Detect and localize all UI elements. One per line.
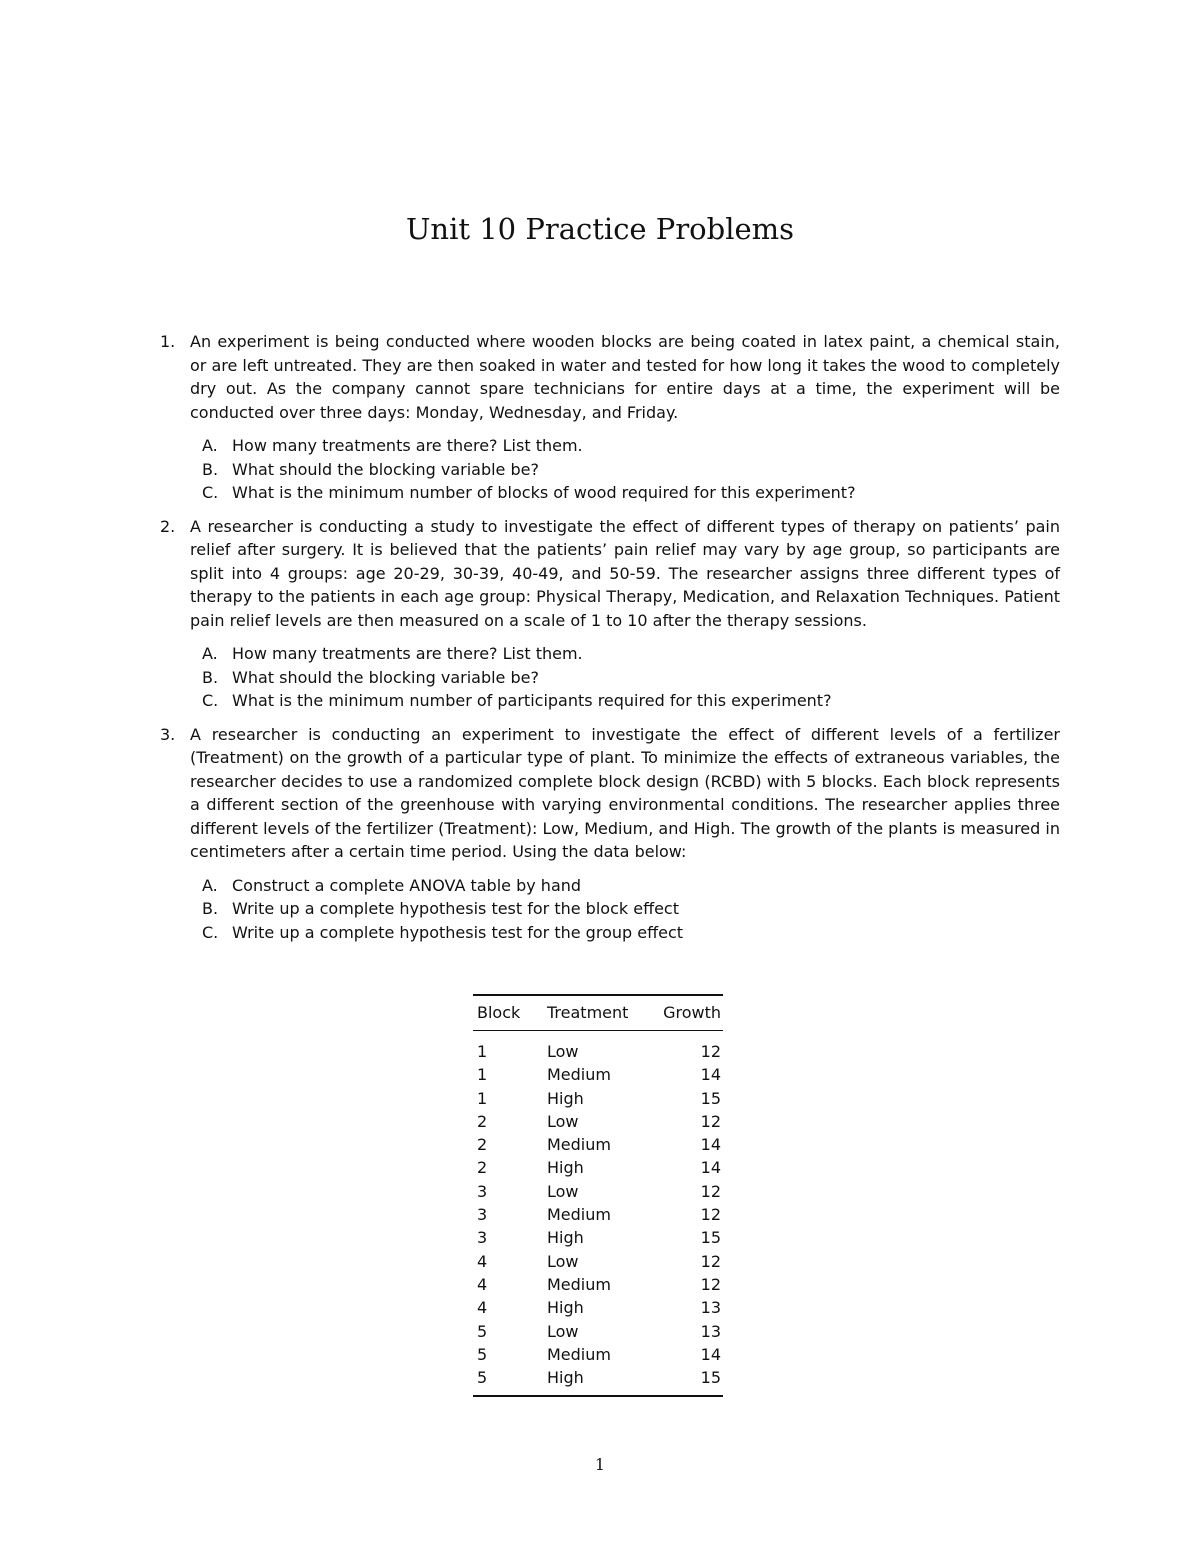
cell-block: 1 — [477, 1065, 488, 1085]
cell-treatment: High — [547, 1088, 584, 1108]
problem-3 — [160, 723, 1060, 945]
cell-growth: 15 — [700, 1228, 721, 1248]
subpart-item — [202, 642, 1060, 666]
cell-block: 3 — [477, 1228, 488, 1248]
cell-treatment: Low — [547, 1251, 579, 1271]
growth-data-table — [473, 994, 723, 1397]
cell-growth: 15 — [700, 1088, 721, 1108]
subpart-text: What is the minimum number of blocks of wood required for this experiment? — [232, 483, 856, 502]
subpart-list — [190, 642, 1060, 713]
subpart-letter: A. — [202, 644, 218, 663]
subpart-letter: C. — [202, 483, 219, 502]
subpart-letter: A. — [202, 875, 218, 895]
cell-block: 2 — [477, 1111, 488, 1131]
cell-block: 4 — [477, 1298, 488, 1318]
problem-text: A researcher is conducting an experiment to investigate the effect of different levels of a fertilizer (Treatment) on the growth of a particular type of plant. To minimize the effects of extraneous variables, the researcher decides to use a randomized complete block design (RCBD) with 5 blocks. Each block represents a different section of the greenhouse with varying environmental conditions. The researcher applies three different levels of the fertilizer (Treatment): Low, Medium, and High. The growth of the plants is measured in centimeters after a certain time period. Using the data below: — [190, 724, 1060, 861]
problem-number: 2. — [160, 516, 176, 536]
subpart-text: What should the blocking variable be? — [232, 459, 539, 479]
cell-treatment: Low — [547, 1111, 579, 1131]
data-table-container — [473, 994, 723, 1397]
cell-treatment: High — [547, 1228, 584, 1248]
cell-treatment: Low — [547, 1321, 579, 1341]
page-title: Unit 10 Practice Problems — [405, 212, 795, 246]
cell-growth: 14 — [700, 1135, 721, 1155]
subpart-text: What should the blocking variable be? — [232, 667, 539, 687]
table-row — [473, 1156, 723, 1179]
table-row — [473, 1133, 723, 1156]
cell-treatment: High — [547, 1158, 584, 1178]
cell-block: 4 — [477, 1251, 488, 1271]
problem-text: An experiment is being conducted where wooden blocks are being coated in latex paint, a chemical stain, or are left untreated. They are then soaked in water and tested for how long it takes the wood to completely dry out. As the company cannot spare technicians for entire days at a time, the experiment will be conducted over three days: Monday, Wednesday, and Friday. — [190, 332, 1060, 422]
table-row — [473, 1203, 723, 1226]
cell-block: 3 — [477, 1181, 488, 1201]
cell-growth: 14 — [700, 1065, 721, 1085]
subpart-text: Write up a complete hypothesis test for the group effect — [232, 922, 684, 942]
cell-block: 5 — [477, 1321, 488, 1341]
table-row — [473, 1031, 723, 1064]
problem-list — [160, 330, 1060, 954]
subpart-item — [202, 666, 1060, 690]
cell-growth: 14 — [700, 1158, 721, 1178]
subpart-item — [202, 689, 1060, 713]
cell-treatment: Low — [547, 1181, 579, 1201]
table-row — [473, 1273, 723, 1296]
header-treatment: Treatment — [547, 1003, 629, 1022]
table-row — [473, 1250, 723, 1273]
table-row — [473, 1320, 723, 1343]
subpart-item — [202, 897, 1060, 921]
cell-growth: 15 — [700, 1368, 721, 1388]
cell-block: 5 — [477, 1368, 488, 1388]
table-row — [473, 1063, 723, 1086]
table-row — [473, 1296, 723, 1319]
table-row — [473, 1180, 723, 1203]
header-block: Block — [477, 1003, 521, 1022]
subpart-letter: C. — [202, 922, 219, 942]
subpart-item — [202, 458, 1060, 482]
cell-treatment: High — [547, 1368, 584, 1388]
cell-growth: 12 — [700, 1042, 721, 1061]
subpart-letter: C. — [202, 691, 219, 710]
cell-growth: 12 — [700, 1251, 721, 1271]
cell-block: 1 — [477, 1042, 488, 1061]
table-body — [473, 1031, 723, 1397]
subpart-list — [190, 874, 1060, 945]
cell-block: 1 — [477, 1088, 488, 1108]
cell-growth: 12 — [700, 1205, 721, 1225]
table-header-row — [473, 995, 723, 1031]
cell-block: 2 — [477, 1158, 488, 1178]
problem-1 — [160, 330, 1060, 505]
subpart-list — [190, 434, 1060, 505]
cell-treatment: Medium — [547, 1205, 611, 1225]
problem-text: A researcher is conducting a study to investigate the effect of different types of therapy on patients’ pain relief after surgery. It is believed that the patients’ pain relief may vary by age group, so participants are split into 4 groups: age 20-29, 30-39, 40-49, and 50-59. The researcher assigns three different types of therapy to the patients in each age group: Physical Therapy, Medication, and Relaxation Techniques. Patient pain relief levels are then measured on a scale of 1 to 10 after the therapy sessions. — [190, 516, 1060, 630]
cell-treatment: Medium — [547, 1065, 611, 1085]
subpart-letter: B. — [202, 459, 219, 479]
cell-block: 4 — [477, 1274, 488, 1294]
subpart-text: How many treatments are there? List them. — [232, 436, 583, 455]
problem-number: 3. — [160, 724, 176, 744]
cell-treatment: Medium — [547, 1344, 611, 1364]
cell-growth: 13 — [700, 1321, 721, 1341]
header-growth: Growth — [663, 1003, 721, 1022]
problem-2 — [160, 515, 1060, 713]
subpart-item — [202, 434, 1060, 458]
subpart-text: What is the minimum number of participants required for this experiment? — [232, 691, 832, 710]
table-row — [473, 1226, 723, 1249]
subpart-item — [202, 874, 1060, 898]
page-number: 1 — [594, 1455, 606, 1474]
cell-block: 2 — [477, 1135, 488, 1155]
cell-block: 3 — [477, 1205, 488, 1225]
subpart-letter: B. — [202, 899, 219, 918]
cell-treatment: Medium — [547, 1274, 611, 1294]
subpart-text: Construct a complete ANOVA table by hand — [232, 875, 582, 895]
problem-number: 1. — [160, 332, 176, 351]
cell-treatment: Low — [547, 1042, 579, 1061]
cell-growth: 12 — [700, 1111, 721, 1131]
cell-growth: 13 — [700, 1298, 721, 1318]
cell-treatment: Medium — [547, 1135, 611, 1155]
subpart-item — [202, 921, 1060, 945]
subpart-letter: B. — [202, 667, 219, 687]
table-row — [473, 1343, 723, 1366]
cell-growth: 12 — [700, 1274, 721, 1294]
subpart-text: Write up a complete hypothesis test for the block effect — [232, 899, 679, 918]
table-row — [473, 1110, 723, 1133]
subpart-text: How many treatments are there? List them. — [232, 644, 583, 663]
cell-treatment: High — [547, 1298, 584, 1318]
cell-block: 5 — [477, 1344, 488, 1364]
table-row — [473, 1366, 723, 1396]
cell-growth: 14 — [700, 1344, 721, 1364]
table-row — [473, 1087, 723, 1110]
cell-growth: 12 — [700, 1181, 721, 1201]
subpart-letter: A. — [202, 436, 218, 455]
subpart-item — [202, 481, 1060, 505]
